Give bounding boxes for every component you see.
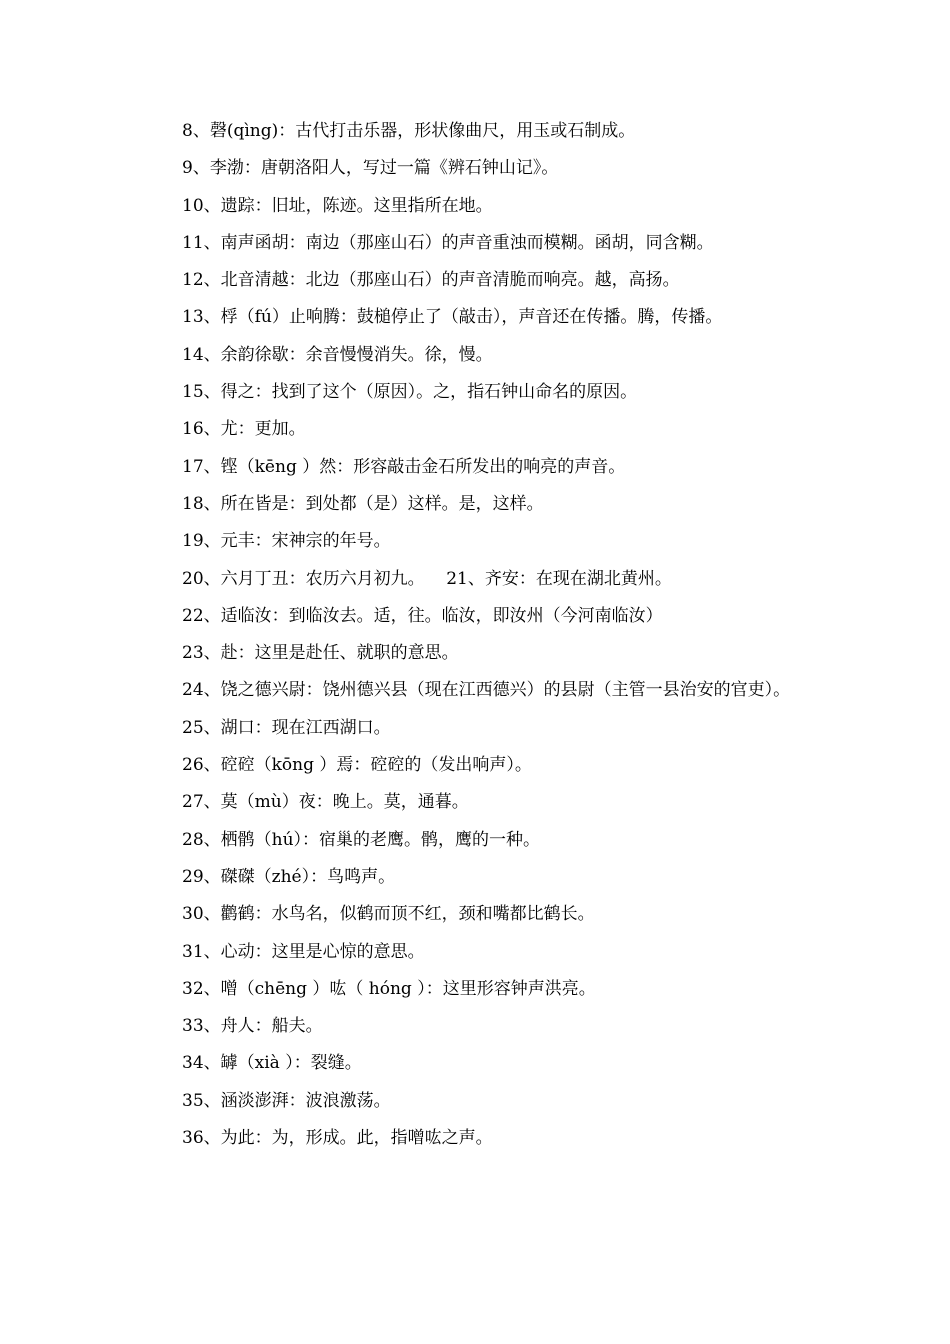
annotation-item: 17、铿（kēng ）然：形容敲击金石所发出的响亮的声音。: [182, 456, 626, 477]
annotation-item: 9、李渤：唐朝洛阳人，写过一篇《辨石钟山记》。: [182, 158, 559, 179]
annotation-item: 22、适临汝：到临汝去。适，往。临汝，即汝州（今河南临汝）: [182, 605, 663, 626]
annotation-item: 13、桴（fú）止响腾：鼓槌停止了（敲击），声音还在传播。腾，传播。: [182, 307, 723, 328]
annotation-item: 24、饶之德兴尉：饶州德兴县（现在江西德兴）的县尉（主管一县治安的官吏）。: [182, 680, 791, 701]
annotation-item: 16、尤：更加。: [182, 419, 306, 440]
annotation-item: 36、为此：为，形成。此，指噌吰之声。: [182, 1128, 493, 1149]
annotation-item: 27、莫（mù）夜：晚上。莫，通暮。: [182, 792, 469, 813]
annotation-item: 11、南声函胡：南边（那座山石）的声音重浊而模糊。函胡，同含糊。: [182, 232, 714, 253]
annotation-item: 26、硿硿（kōng ）焉：硿硿的（发出响声）。: [182, 755, 532, 776]
annotation-item: 10、遗踪：旧址，陈迹。这里指所在地。: [182, 195, 493, 216]
annotation-item: 18、所在皆是：到处都（是）这样。是，这样。: [182, 493, 544, 514]
annotation-item: 8、磬(qìng)：古代打击乐器，形状像曲尺，用玉或石制成。: [182, 121, 636, 141]
annotation-item: 32、噌（chēng ）吰（ hóng ）：这里形容钟声洪亮。: [182, 978, 596, 999]
annotation-item: 35、涵淡澎湃：波浪激荡。: [182, 1090, 391, 1111]
annotation-item: 14、余韵徐歇：余音慢慢消失。徐，慢。: [182, 344, 493, 365]
annotation-item: 34、罅（xià ）：裂缝。: [182, 1053, 362, 1074]
annotation-item: 31、心动：这里是心惊的意思。: [182, 941, 425, 962]
annotation-item: 23、赴：这里是赴任、就职的意思。: [182, 643, 459, 664]
annotation-item: 12、北音清越：北边（那座山石）的声音清脆而响亮。越，高扬。: [182, 270, 680, 291]
annotation-item: 28、栖鹘（hú）：宿巢的老鹰。鹘，鹰的一种。: [182, 829, 541, 850]
annotation-list: [145, 113, 810, 1157]
annotation-item: 30、鹳鹤：水鸟名，似鹤而顶不红，颈和嘴都比鹤长。: [182, 904, 595, 925]
annotation-item: 29、磔磔（zhé）：鸟鸣声。: [182, 866, 396, 887]
annotation-item: 25、湖口：现在江西湖口。: [182, 717, 391, 738]
annotation-item: 33、舟人：船夫。: [182, 1016, 323, 1037]
annotation-item: 20、六月丁丑：农历六月初九。 21、齐安：在现在湖北黄州。: [182, 568, 672, 589]
annotation-item: 15、得之：找到了这个（原因）。之，指石钟山命名的原因。: [182, 382, 638, 403]
annotation-item: 19、元丰：宋神宗的年号。: [182, 531, 391, 552]
